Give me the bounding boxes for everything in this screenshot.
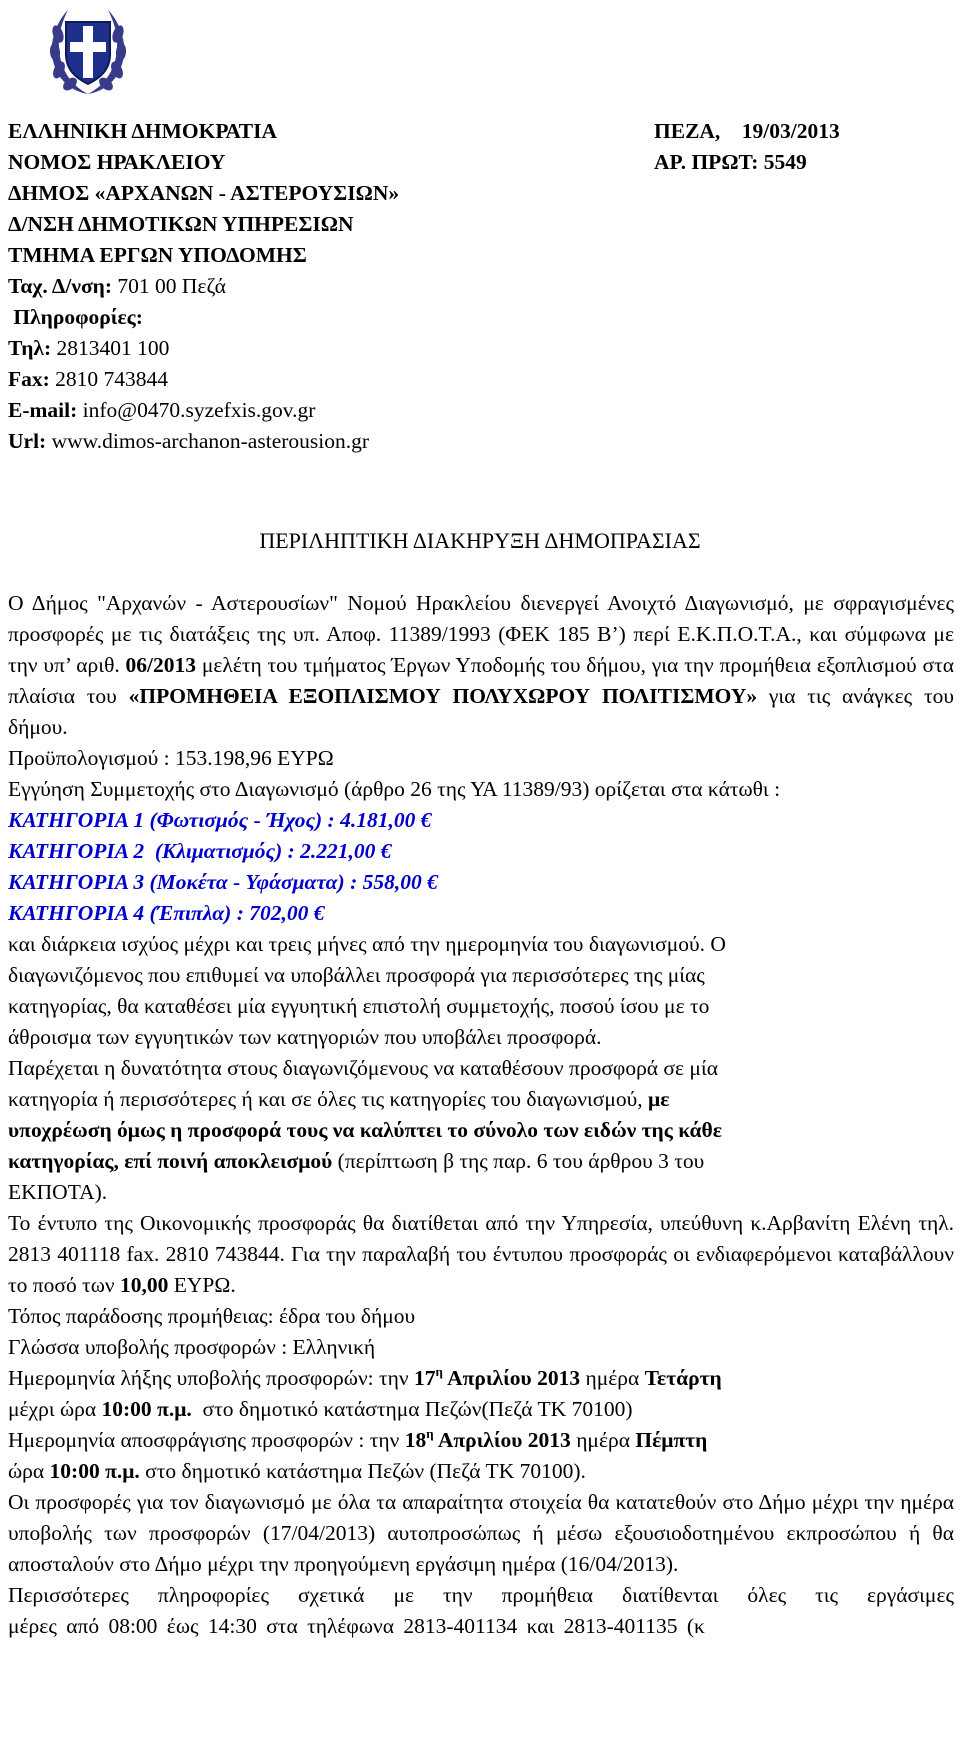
address-value: 701 00 Πεζά [112,274,226,298]
header-line-directorate: Δ/ΝΣΗ ΔΗΜΟΤΙΚΩΝ ΥΠΗΡΕΣΙΩΝ [8,212,354,236]
fax-value: 2810 743844 [49,367,169,391]
opening-ordinal: η [426,1426,434,1441]
opening-day: 18 [404,1428,427,1452]
email-value[interactable]: info@0470.syzefxis.gov.gr [77,398,316,422]
more-info-line-2: μέρες από 08:00 έως 14:30 στα τηλέφωνα 2813-401134 και 2813-401135 (κ [8,1614,705,1638]
document-title: ΠΕΡΙΛΗΠΤΙΚΗ ΔΙΑΚΗΡΥΞΗ ΔΗΜΟΠΡΑΣΙΑΣ [259,528,701,553]
option-line-4 [8,1146,954,1177]
option-text-4a: κατηγορίας, επί ποινή αποκλεισμού [8,1149,333,1173]
tel-line [8,333,399,364]
deadline-label: Ημερομηνία λήξης υποβολής προσφορών: την [8,1366,414,1390]
option-line-5: ΕΚΠΟΤΑ). [8,1180,108,1204]
category-4: ΚΑΤΗΓΟΡΙΑ 4 (Έπιπλα) : 702,00 € [8,901,325,925]
url-value[interactable]: www.dimos-archanon-asterousion.gr [46,429,370,453]
deadline-paragraph [8,1363,954,1425]
fax-label: Fax: [8,367,50,391]
category-3: ΚΑΤΗΓΟΡΙΑ 3 (Μοκέτα - Υφάσματα) : 558,00 € [8,870,438,894]
deadline-day: 17 [414,1366,436,1390]
project-title: «ΠΡΟΜΗΘΕΙΑ ΕΞΟΠΛΙΣΜΟΥ ΠΟΛΥΧΩΡΟΥ ΠΟΛΙΤΙΣΜΟΥ» [128,684,758,708]
opening-time: 10:00 π.μ. [49,1459,140,1483]
address-label: Ταχ. Δ/νση: [8,274,113,298]
header-line-municipality: ΔΗΜΟΣ «ΑΡΧΑΝΩΝ - ΑΣΤΕΡΟΥΣΙΩΝ» [8,181,400,205]
opening-paragraph [8,1425,954,1487]
deadline-month: Απριλίου 2013 [442,1366,581,1390]
opening-weekday: Πέμπτη [635,1428,708,1452]
study-number: 06/2013 [125,653,197,677]
deadline-weekday: Τετάρτη [644,1366,722,1390]
header-line-prefecture: ΝΟΜΟΣ ΗΡΑΚΛΕΙΟΥ [8,150,226,174]
submission-paragraph: Οι προσφορές για τον διαγωνισμό με όλα τα απαραίτητα στοιχεία θα κατατεθούν στο Δήμο μέχρι την ημέρα υποβολής των προσφορών (17/04/2013) αυτοπροσώπως ή μέσω εξουσιοδοτημένου εκπροσώπου ή θα αποσταλούν στο Δήμο μέχρι την προηγούμενη εργάσιμη ημέρα (16/04/2013). [8,1490,954,1576]
deadline-place: στο δημοτικό κατάστημα Πεζών(Πεζά ΤΚ 70100) [191,1397,633,1421]
option-line-3: υποχρέωση όμως η προσφορά τους να καλύπτει το σύνολο των ειδών της κάθε [8,1118,722,1142]
submission-language: Γλώσσα υποβολής προσφορών : Ελληνική [8,1335,376,1359]
opening-time-label: ώρα [8,1459,50,1483]
opening-day-word: ημέρα [570,1428,636,1452]
document-meta [654,116,840,178]
intro-text-3: για τις ανάγκες του δήμου. [8,684,954,739]
option-text-2a: κατηγορία ή περισσότερες ή και σε όλες τις κατηγορίες του διαγωνισμού, [8,1087,649,1111]
budget-line: Προϋπολογισμού : 153.198,96 ΕΥΡΩ [8,746,334,770]
form-text-1: Το έντυπο της Οικονομικής προσφοράς θα διατίθεται από την Υπηρεσία, υπεύθυνη κ.Αρβανίτη Ελένη τηλ. 2813 401118 fax. 2810 743844. Για την παραλαβή του έντυπου προσφοράς οι ενδιαφερόμενοι καταβάλλουν το ποσό των [8,1211,954,1297]
intro-paragraph [8,588,954,743]
option-text-4b: (περίπτωση β της παρ. 6 του άρθρου 3 του [332,1149,705,1173]
deadline-time: 10:00 π.μ. [101,1397,192,1421]
option-line-1: Παρέχεται η δυνατότητα στους διαγωνιζόμενους να καταθέσουν προσφορά σε μία [8,1056,719,1080]
deadline-time-label: μέχρι ώρα [8,1397,102,1421]
option-line-2 [8,1084,954,1115]
tel-value: 2813401 100 [51,336,170,360]
document-body [8,588,954,1642]
delivery-place: Τόπος παράδοσης προμήθειας: έδρα του δήμου [8,1304,416,1328]
option-text-2b: με [648,1087,670,1111]
validity-line-1: και διάρκεια ισχύος μέχρι και τρεις μήνες από την ημερομηνία του διαγωνισμού. Ο [8,932,726,956]
category-1: ΚΑΤΗΓΟΡΙΑ 1 (Φωτισμός - Ήχος) : 4.181,00 € [8,808,432,832]
info-label: Πληροφορίες: [8,305,143,329]
opening-label: Ημερομηνία αποσφράγισης προσφορών : την [8,1428,405,1452]
fax-line [8,364,399,395]
email-line [8,395,399,426]
validity-line-4: άθροισμα των εγγυητικών των κατηγοριών που υποβάλει προσφορά. [8,1025,602,1049]
form-paragraph [8,1208,954,1301]
guarantee-paragraph: Εγγύηση Συμμετοχής στο Διαγωνισμό (άρθρο 26 της ΥΑ 11389/93) ορίζεται στα κάτωθι : [8,777,781,801]
place-date: ΠΕΖΑ, 19/03/2013 [654,119,840,143]
address-line [8,271,399,302]
header-line-department: ΤΜΗΜΑ ΕΡΓΩΝ ΥΠΟΔΟΜΗΣ [8,243,307,267]
validity-line-2: διαγωνιζόμενος που επιθυμεί να υποβάλλει προσφορά για περισσότερες της μίας [8,963,705,987]
issuer-header [8,116,399,457]
url-label: Url: [8,429,47,453]
form-text-2: ΕΥΡΩ. [168,1273,236,1297]
more-info-line-1: Περισσότερες πληροφορίες σχετικά με την προμήθεια διατίθενται όλες τις εργάσιμες [8,1583,954,1607]
form-amount: 10,00 [119,1273,169,1297]
tel-label: Τηλ: [8,336,52,360]
header-line-republic: ΕΛΛΗΝΙΚΗ ΔΗΜΟΚΡΑΤΙΑ [8,119,278,143]
opening-place: στο δημοτικό κατάστημα Πεζών (Πεζά ΤΚ 70100). [139,1459,586,1483]
coat-of-arms-emblem [44,4,132,98]
validity-line-3: κατηγορίας, θα καταθέσει μία εγγυητική επιστολή συμμετοχής, ποσού ίσου με το [8,994,710,1018]
intro-text-1: Ο Δήμος "Αρχανών - Αστερουσίων" Νομού Ηρακλείου διενεργεί Ανοιχτό Διαγωνισμό, με σφραγισμένες προσφορές με τις διατάξεις της υπ. Αποφ. 11389/1993 (ΦΕΚ 185 Β’) περί Ε.Κ.Π.Ο.Τ.Α., και σύμφωνα με την υπ’ αριθ. [8,591,954,677]
category-2: ΚΑΤΗΓΟΡΙΑ 2 (Κλιματισμός) : 2.221,00 € [8,839,392,863]
email-label: E-mail: [8,398,78,422]
opening-month: Απριλίου 2013 [433,1428,571,1452]
intro-text-2: μελέτη του τμήματος Έργων Υποδομής του δήμου, για την προμήθεια εξοπλισμού στα πλαίσια του [8,653,954,708]
url-line [8,426,399,457]
deadline-day-word: ημέρα [580,1366,645,1390]
deadline-ordinal: η [435,1364,443,1379]
protocol-number: ΑΡ. ΠΡΩΤ: 5549 [654,150,807,174]
